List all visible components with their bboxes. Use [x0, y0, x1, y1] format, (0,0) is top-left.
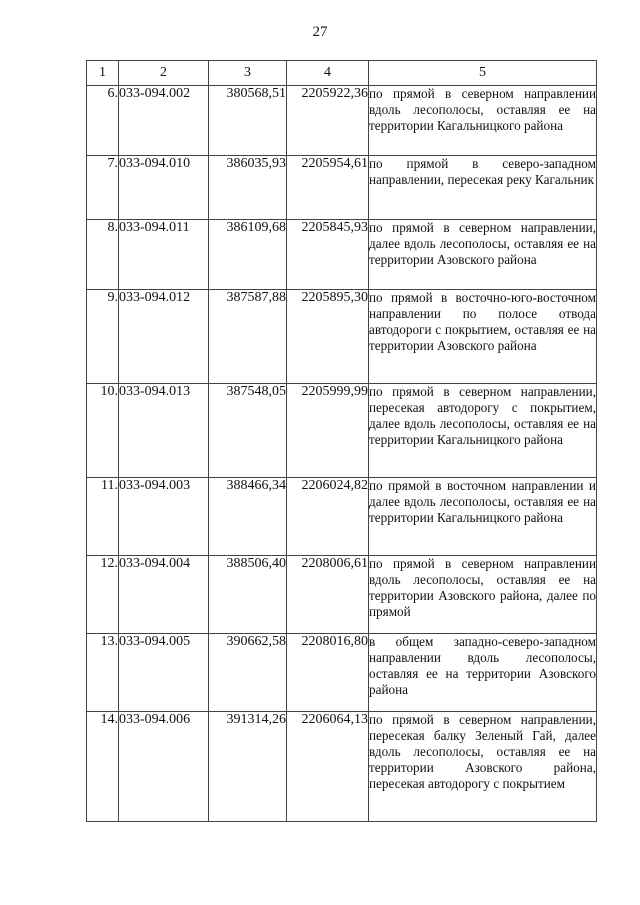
- row-number: 13.: [87, 634, 119, 712]
- coordinate-x: 390662,58: [209, 634, 287, 712]
- coordinate-y: 2205999,99: [287, 384, 369, 478]
- boundary-description: по прямой в северном направлении, пересекая балку Зеленый Гай, далее вдоль лесополосы, оставляя ее на территории Азовского района, пересекая автодорогу с покрытием: [369, 712, 597, 822]
- point-code: 033-094.006: [119, 712, 209, 822]
- row-number: 7.: [87, 156, 119, 220]
- coordinate-x: 386109,68: [209, 220, 287, 290]
- table-row: [87, 478, 597, 556]
- coordinate-x: 387548,05: [209, 384, 287, 478]
- boundary-description: по прямой в северном направлении вдоль лесополосы, оставляя ее на территории Азовского района, далее по прямой: [369, 556, 597, 634]
- row-number: 9.: [87, 290, 119, 384]
- coordinate-y: 2208016,80: [287, 634, 369, 712]
- boundary-description: по прямой в северном направлении, далее вдоль лесополосы, оставляя ее на территории Азовского района: [369, 220, 597, 290]
- boundary-points-table: [86, 60, 597, 822]
- header-col-1: 1: [87, 61, 119, 86]
- coordinate-x: 387587,88: [209, 290, 287, 384]
- table-row: [87, 384, 597, 478]
- table-row: [87, 156, 597, 220]
- header-col-4: 4: [287, 61, 369, 86]
- row-number: 12.: [87, 556, 119, 634]
- boundary-description: по прямой в северном направлении, пересекая автодорогу с покрытием, далее вдоль лесополосы, оставляя ее на территории Кагальницкого района: [369, 384, 597, 478]
- coordinate-x: 391314,26: [209, 712, 287, 822]
- coordinate-x: 380568,51: [209, 86, 287, 156]
- coordinate-y: 2205922,36: [287, 86, 369, 156]
- table-row: [87, 556, 597, 634]
- table-row: [87, 86, 597, 156]
- boundary-description: по прямой в восточном направлении и далее вдоль лесополосы, оставляя ее на территории Кагальницкого района: [369, 478, 597, 556]
- row-number: 6.: [87, 86, 119, 156]
- coordinate-x: 388466,34: [209, 478, 287, 556]
- table-row: [87, 634, 597, 712]
- coordinate-y: 2208006,61: [287, 556, 369, 634]
- boundary-description: в общем западно-северо-западном направлении вдоль лесополосы, оставляя ее на территории Азовского района: [369, 634, 597, 712]
- coordinate-x: 386035,93: [209, 156, 287, 220]
- header-col-2: 2: [119, 61, 209, 86]
- coordinate-y: 2206024,82: [287, 478, 369, 556]
- page-number: 27: [312, 24, 328, 40]
- row-number: 14.: [87, 712, 119, 822]
- coordinate-y: 2206064,13: [287, 712, 369, 822]
- point-code: 033-094.005: [119, 634, 209, 712]
- table-row: [87, 290, 597, 384]
- coordinate-y: 2205845,93: [287, 220, 369, 290]
- point-code: 033-094.002: [119, 86, 209, 156]
- boundary-description: по прямой в восточно-юго-восточном направлении по полосе отвода автодороги с покрытием, оставляя ее на территории Азовского района: [369, 290, 597, 384]
- point-code: 033-094.010: [119, 156, 209, 220]
- coordinate-y: 2205954,61: [287, 156, 369, 220]
- table-row: [87, 712, 597, 822]
- table-header-row: [87, 61, 597, 86]
- point-code: 033-094.011: [119, 220, 209, 290]
- boundary-description: по прямой в северном направлении вдоль лесополосы, оставляя ее на территории Кагальницкого района: [369, 86, 597, 156]
- header-col-3: 3: [209, 61, 287, 86]
- row-number: 8.: [87, 220, 119, 290]
- table-row: [87, 220, 597, 290]
- point-code: 033-094.003: [119, 478, 209, 556]
- point-code: 033-094.013: [119, 384, 209, 478]
- point-code: 033-094.012: [119, 290, 209, 384]
- row-number: 10.: [87, 384, 119, 478]
- boundary-description: по прямой в северо-западном направлении, пересекая реку Кагальник: [369, 156, 597, 220]
- point-code: 033-094.004: [119, 556, 209, 634]
- header-col-5: 5: [369, 61, 597, 86]
- row-number: 11.: [87, 478, 119, 556]
- coordinate-y: 2205895,30: [287, 290, 369, 384]
- coordinate-x: 388506,40: [209, 556, 287, 634]
